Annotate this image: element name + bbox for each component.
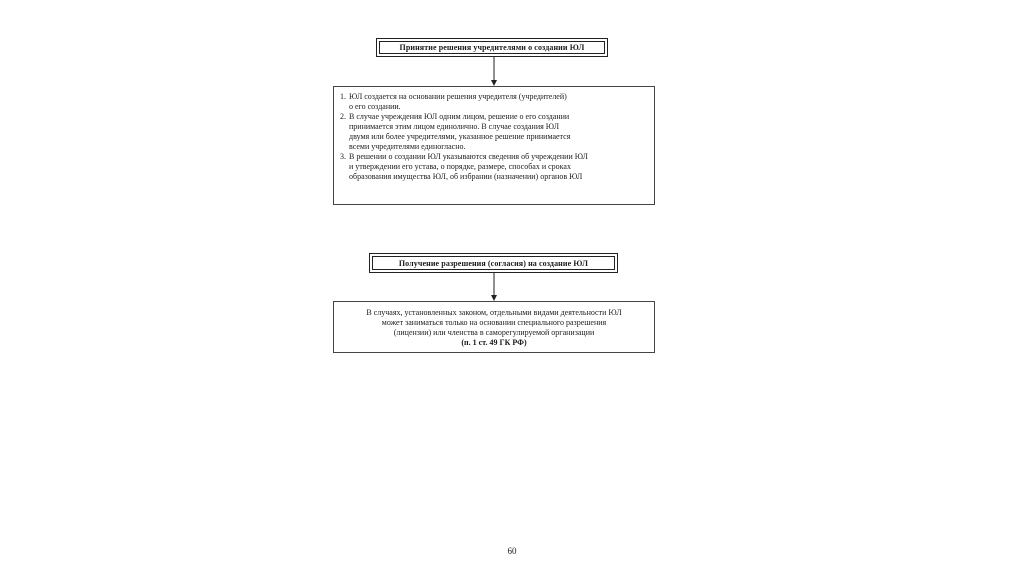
- section1-item-3: [340, 152, 646, 182]
- item-line: В случае учреждения ЮЛ одним лицом, решение о его создании: [349, 112, 570, 121]
- section1-item-1: [340, 92, 646, 112]
- item-number: 2.: [340, 112, 346, 121]
- section2-title-box: [369, 253, 618, 273]
- item-line: двумя или более учредителями, указанное решение принимается: [349, 132, 571, 141]
- item-line: о его создании.: [349, 102, 401, 111]
- item-line: и утверждении его устава, о порядке, размере, способах и сроках: [349, 162, 571, 171]
- section1-title-box: [376, 38, 608, 57]
- section1-content-box: [333, 86, 655, 205]
- connector-arrow-1: [488, 57, 500, 87]
- page-number: 60: [507, 546, 517, 556]
- section2-line: (лицензии) или членства в саморегулируемой организации: [393, 328, 595, 337]
- section1-item-2: [340, 112, 646, 152]
- section2-line: В случаях, установленных законом, отдельными видами деятельности ЮЛ: [366, 308, 622, 317]
- item-line: В решении о создании ЮЛ указываются сведения об учреждении ЮЛ: [349, 152, 588, 161]
- connector-arrow-2: [488, 273, 500, 302]
- section2-line: может заниматься только на основании специального разрешения: [381, 318, 607, 327]
- section1-title: Принятие решения учредителями о создании ЮЛ: [379, 41, 605, 54]
- item-number: 1.: [340, 92, 346, 101]
- item-line: ЮЛ создается на основании решения учредителя (учредителей): [349, 92, 567, 101]
- item-line: всеми учредителями единогласно.: [349, 142, 466, 151]
- item-number: 3.: [340, 152, 346, 161]
- section2-reference: (п. 1 ст. 49 ГК РФ): [461, 338, 527, 347]
- item-line: принимается этим лицом единолично. В случае создания ЮЛ: [349, 122, 560, 131]
- item-line: образования имущества ЮЛ, об избрании (назначении) органов ЮЛ: [349, 172, 583, 181]
- section2-content-box: [333, 301, 655, 353]
- section2-title: Получение разрешения (согласия) на создание ЮЛ: [372, 256, 615, 270]
